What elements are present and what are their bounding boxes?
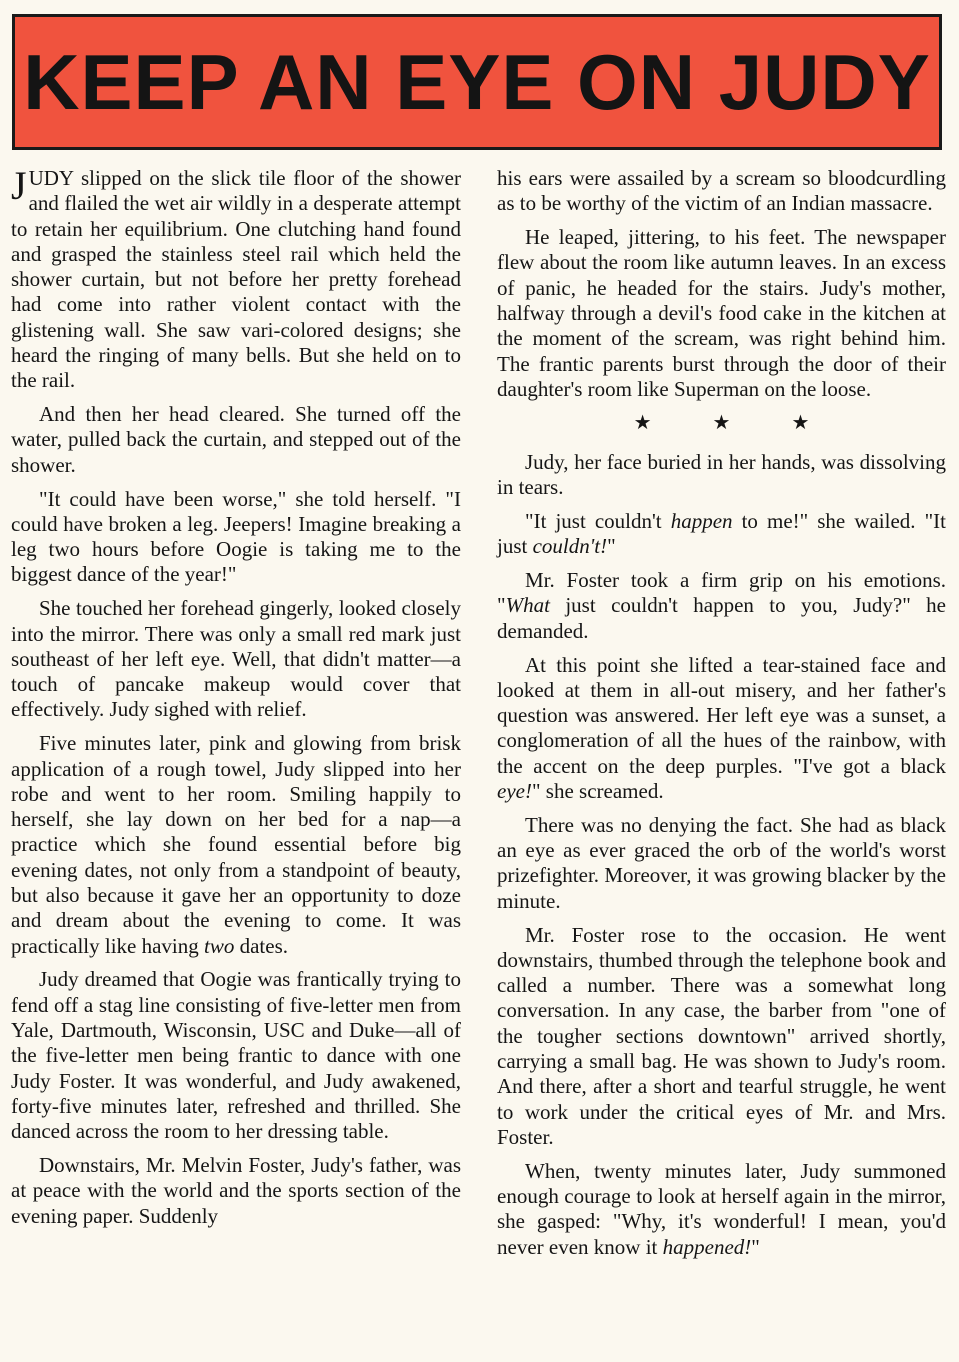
section-break-stars: ★ ★ ★	[633, 411, 810, 434]
drop-cap: J	[11, 163, 27, 208]
paragraph-text: just couldn't happen to you, Judy?" he demanded.	[497, 593, 946, 643]
paragraph-text: When, twenty minutes later, Judy summoned enough courage to look at herself again in the mirror, she gasped: "Why, it's wonderful! I mean, you'd never even know it	[497, 1158, 946, 1259]
emphasis: eye!	[497, 779, 532, 804]
paragraph	[497, 1159, 946, 1260]
paragraph-text: Five minutes later, pink and glowing from brisk application of a rough towel, Judy slipped into her robe and went to her room. Smiling happily to herself, she lay down on her bed for a nap—a practice which she found essential before big evening dates, not only from a standpoint of beauty, but also because it gave her an opportunity to doze and dream about the evening to come. It was practically like having	[11, 731, 461, 958]
paragraph: Downstairs, Mr. Melvin Foster, Judy's father, was at peace with the world and the sports section of the evening paper. Suddenly	[11, 1152, 461, 1228]
emphasis: couldn't!	[532, 534, 608, 559]
emphasis: happen	[670, 509, 733, 534]
paragraph	[497, 509, 946, 560]
story-title: KEEP AN EYE ON JUDY	[23, 37, 931, 126]
right-column	[497, 166, 946, 1268]
paragraph-text: " she screamed.	[531, 779, 664, 804]
emphasis: happened!	[662, 1234, 752, 1259]
paragraph: his ears were assailed by a scream so bloodcurdling as to be worthy of the victim of an Indian massacre.	[497, 166, 946, 216]
paragraph: Mr. Foster rose to the occasion. He went downstairs, thumbed through the telephone book and called a number. There was a somewhat long conversation. In any case, the barber from "one of the tougher sections downtown" arrived shortly, carrying a small bag. He was shown to Judy's room. And there, after a short and tearful struggle, he went to work under the critical eyes of Mr. and Mrs. Foster.	[497, 922, 946, 1149]
emphasis: two	[204, 933, 235, 958]
paragraph-text: "	[607, 534, 616, 559]
paragraph-text: to me!" she wailed. "It just	[497, 509, 946, 559]
paragraph-text: "	[751, 1234, 760, 1259]
left-column	[11, 163, 461, 1229]
paragraph	[11, 731, 461, 959]
paragraph: Judy dreamed that Oogie was frantically trying to fend off a stag line consisting of five-letter men from Yale, Dartmouth, Wisconsin, USC and Duke—all of the five-letter men being frantic to dance with one Judy Foster. It was wonderful, and Judy awakened, forty-five minutes later, refreshed and thrilled. She danced across the room to her dressing table.	[11, 967, 461, 1144]
paragraph	[497, 653, 946, 805]
title-banner	[12, 14, 942, 150]
paragraph: She touched her forehead gingerly, looked closely into the mirror. There was only a small red mark just southeast of her left eye. Well, that didn't matter—a touch of pancake makeup would cover that effectively. Judy sighed with relief.	[11, 596, 461, 722]
paragraph: There was no denying the fact. She had as black an eye as ever graced the orb of the world's worst prizefighter. Moreover, it was growing blacker by the minute.	[497, 812, 946, 913]
paragraph: "It could have been worse," she told herself. "I could have broken a leg. Jeepers! Imagine breaking a leg two hours before Oogie is taking me to the biggest dance of the year!"	[11, 486, 461, 587]
emphasis: What	[505, 593, 550, 618]
paragraph-text: dates.	[234, 933, 289, 958]
paragraph-text: Mr. Foster took a firm grip on his emotions. "	[497, 568, 946, 618]
paragraph-text: At this point she lifted a tear-stained face and looked at them in all-out misery, and her father's question was answered. Her left eye was a sunset, a conglomeration of all the hues of the rainbow, with the accent on the deep purples. "I've got a black	[497, 652, 946, 778]
paragraph: And then her head cleared. She turned off the water, pulled back the curtain, and stepped out of the shower.	[11, 402, 461, 477]
paragraph-text: UDY slipped on the slick tile floor of the shower and flailed the wet air wildly in a desperate attempt to retain her equilibrium. One clutching hand found and grasped the stainless steel rail which held the shower curtain, but not before her pretty forehead had come into rather violent contact with the glistening wall. She saw vari-colored designs; she heard the ringing of many bells. But she held on to the rail.	[11, 166, 461, 393]
paragraph	[497, 568, 946, 644]
paragraph: Judy, her face buried in her hands, was dissolving in tears.	[497, 449, 946, 500]
paragraph: He leaped, jittering, to his feet. The newspaper flew about the room like autumn leaves. In an excess of panic, he headed for the stairs. Judy's mother, halfway through a devil's food cake in the kitchen at the moment of the scream, was right behind him. The frantic parents burst through the door of their daughter's room like Superman on the loose.	[497, 225, 946, 401]
paragraph-text: "It just couldn't	[525, 509, 671, 534]
paragraph	[11, 163, 461, 394]
